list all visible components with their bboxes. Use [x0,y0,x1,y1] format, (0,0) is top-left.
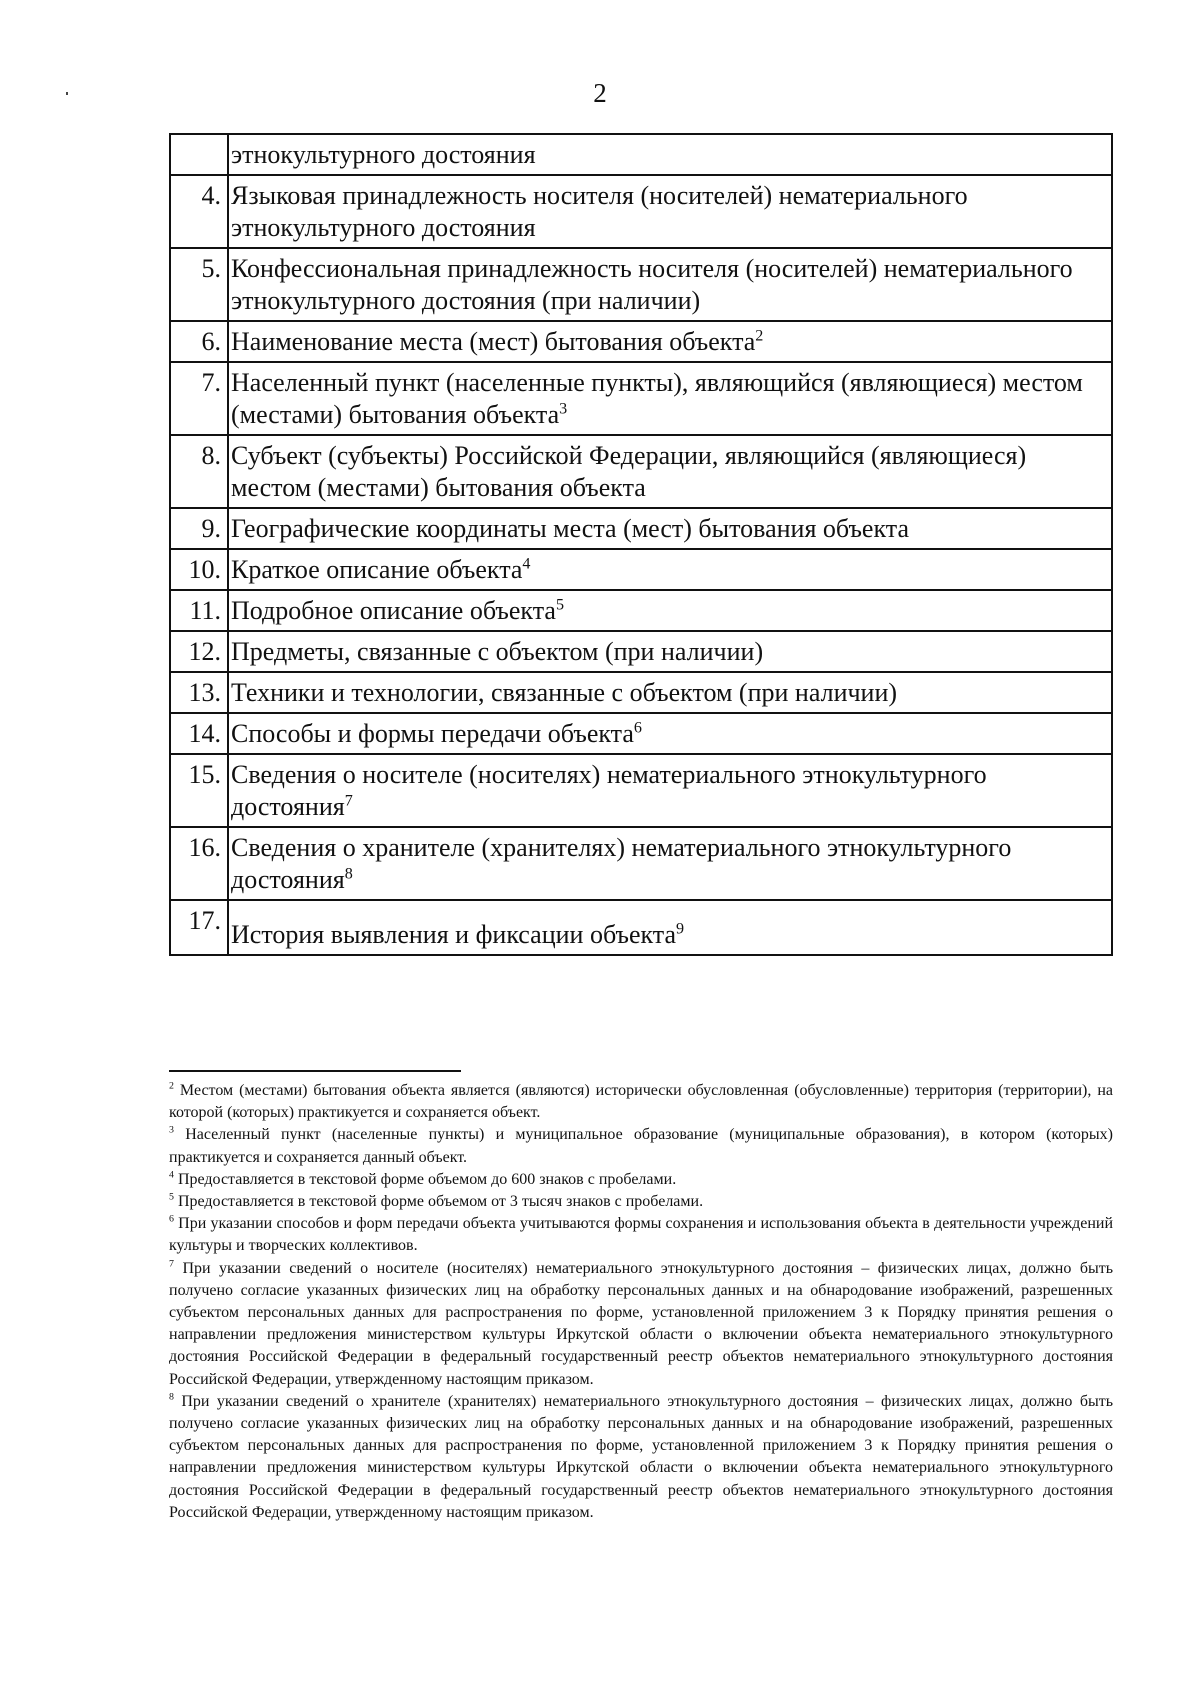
table-row [170,248,1112,321]
row-number: 11. [170,590,228,631]
footnote-mark: 4 [169,1169,174,1181]
page-number: 2 [593,78,607,108]
footnote: $^8$ При указании сведений о хранителе (хранителях) нематериального этнокультурного достояния – физических лицах, должно быть получено согласие указанных физических лиц на обработку персональных данных и на обнародование изображений, разрешенных субъектом персональных данных для распространения по форме, установленной приложением 3 к Порядку принятия решения о направлении предложения министерством культуры Иркутской области о включении объекта нематериального этнокультурного достояния Российской Федерации в федеральный государственный реестр объектов нематериального этнокультурного достояния Российской Федерации, утвержденному настоящим приказом. [169,1391,1113,1521]
row-number: 16. [170,827,228,900]
row-number: 14. [170,713,228,754]
row-number: 4. [170,175,228,248]
row-number: 13. [170,672,228,713]
footnote-ref: 8 [344,865,353,883]
footnote: $^5$ Предоставляется в текстовой форме объемом от 3 тысяч знаков с пробелами. [169,1191,704,1211]
row-text: Сведения о носителе (носителях) нематериального этнокультурного достояния$^7$ [228,754,1112,827]
footnote-mark: 2 [169,1080,174,1092]
footnote: $^3$ Населенный пункт (населенные пункты) и муниципальное образование (муниципальные образования), в котором (которых) практикуется и сохраняется данный объект. [169,1125,1114,1166]
row-number: 17. [170,900,228,955]
scan-artifact [66,92,68,95]
table-row [170,672,1112,713]
table-row [170,900,1112,955]
row-number [170,134,228,175]
row-number: 6. [170,321,228,362]
footnote: $^2$ Местом (местами) бытования объекта является (являются) исторически обусловленная (обусловленные) территория (территории), на которой (которых) практикуется и сохраняется объект. [169,1080,1114,1122]
row-number: 15. [170,754,228,827]
table-row [170,321,1112,362]
row-text: История выявления и фиксации объекта$^9$ [228,900,1112,955]
table-row [170,362,1112,435]
footnote: $^7$ При указании сведений о носителе (носителях) нематериального этнокультурного достояния – физических лицах, должно быть получено согласие указанных физических лиц на обработку персональных данных и на обнародование изображений, разрешенных субъектом персональных данных для распространения по форме, установленной приложением 3 к Порядку принятия решения о направлении предложения министерством культуры Иркутской области о включении объекта нематериального этнокультурного достояния Российской Федерации в федеральный государственный реестр объектов нематериального этнокультурного достояния Российской Федерации, утвержденному настоящим приказом. [169,1258,1114,1388]
passport-fields-table [169,133,1113,956]
footnote-ref: 6 [633,719,642,737]
table-row [170,827,1112,900]
row-text: Субъект (субъекты) Российской Федерации, являющийся (являющиеся) местом (местами) бытования объекта [228,435,1112,508]
row-text: Населенный пункт (населенные пункты), являющийся (являющиеся) местом (местами) бытования объекта$^3$ [228,362,1112,435]
footnote-mark: 6 [169,1213,174,1225]
row-text: Языковая принадлежность носителя (носителей) нематериального этнокультурного достояния [228,175,1112,248]
row-text: Конфессиональная принадлежность носителя (носителей) нематериального этнокультурного достояния (при наличии) [228,248,1112,321]
table-row [170,713,1112,754]
row-text: Подробное описание объекта$^5$ [228,590,1112,631]
row-number: 5. [170,248,228,321]
table-row [170,754,1112,827]
row-text: Краткое описание объекта$^4$ [228,549,1112,590]
footnote: $^4$ Предоставляется в текстовой форме объемом до 600 знаков с пробелами. [169,1169,677,1188]
row-text: Способы и формы передачи объекта$^6$ [228,713,1112,754]
row-text: этнокультурного достояния [228,134,1112,175]
table-row [170,549,1112,590]
footnotes [169,1080,1113,1524]
footnote-mark: 3 [169,1125,174,1137]
table-row [170,134,1112,175]
footnotes-separator [169,1070,461,1072]
row-text: Географические координаты места (мест) бытования объекта [228,508,1112,549]
footnote-ref: 2 [755,327,764,345]
footnote-mark: 8 [169,1391,174,1403]
row-number: 8. [170,435,228,508]
footnote-ref: 9 [676,920,685,938]
table-row [170,435,1112,508]
row-text: Техники и технологии, связанные с объектом (при наличии) [228,672,1112,713]
footnote-ref: 5 [555,596,564,614]
row-number: 9. [170,508,228,549]
table-row [170,590,1112,631]
row-text: Наименование места (мест) бытования объекта$^2$ [228,321,1112,362]
table-row [170,631,1112,672]
table-row [170,175,1112,248]
row-text: Сведения о хранителе (хранителях) нематериального этнокультурного достояния$^8$ [228,827,1112,900]
footnote: $^6$ При указании способов и форм передачи объекта учитываются формы сохранения и использования объекта в деятельности учреждений культуры и творческих коллективов. [169,1213,1114,1255]
footnote-ref: 7 [344,792,353,810]
row-text: Предметы, связанные с объектом (при наличии) [228,631,1112,672]
footnote-mark: 5 [169,1191,174,1203]
footnote-mark: 7 [169,1258,174,1270]
row-number: 10. [170,549,228,590]
row-number: 12. [170,631,228,672]
footnote-ref: 3 [559,400,568,418]
footnote-ref: 4 [522,555,531,573]
table-row [170,508,1112,549]
row-number: 7. [170,362,228,435]
